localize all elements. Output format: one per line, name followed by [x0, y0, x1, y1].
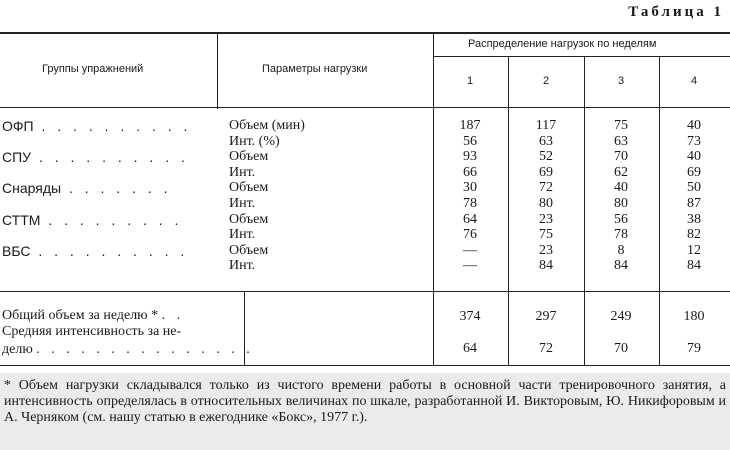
avg-intensity-label-1: Средняя интенсивность за не- — [2, 324, 182, 339]
table-cell: 78 — [463, 196, 477, 211]
col-divider-1-header — [217, 32, 218, 109]
group-label — [2, 180, 172, 196]
param-label: Инт. — [229, 165, 256, 180]
table-top-rule — [0, 32, 730, 34]
table-cell: 30 — [463, 180, 477, 195]
table-bottom-rule — [0, 365, 730, 366]
leader-dots: . . . . . . . . . . — [33, 118, 192, 134]
table-cell: 117 — [535, 118, 557, 133]
group-name: СПУ — [2, 149, 32, 165]
table-cell: 50 — [687, 180, 701, 195]
table-cell: 40 — [687, 118, 701, 133]
header-groups: Группы упражнений — [42, 63, 144, 75]
avg-intensity-text: делю — [2, 342, 33, 357]
week-header-3: 3 — [617, 75, 625, 87]
table-cell: 66 — [463, 165, 477, 180]
group-label — [2, 149, 189, 165]
table-cell: 8 — [617, 243, 625, 258]
table-cell: 72 — [539, 180, 553, 195]
group-name: Снаряды — [2, 180, 62, 196]
total-volume-cell: 374 — [459, 309, 481, 324]
total-volume-text: Общий объем за неделю * — [2, 308, 159, 323]
table-cell: 84 — [539, 258, 553, 273]
table-caption: Таблица 1 — [628, 4, 724, 20]
avg-intensity-cell: 72 — [539, 341, 553, 356]
table-cell: — — [463, 243, 477, 258]
group-label — [2, 118, 191, 134]
avg-intensity-cell: 79 — [687, 341, 701, 356]
param-label: Объем — [229, 243, 269, 258]
table-cell: 38 — [687, 212, 701, 227]
param-label: Объем — [229, 212, 269, 227]
table-cell: 187 — [459, 118, 481, 133]
header-params: Параметры нагрузки — [262, 63, 368, 75]
table-cell: 69 — [687, 165, 701, 180]
col-divider-3 — [508, 56, 509, 366]
group-name: ОФП — [2, 118, 34, 134]
avg-intensity-cell: 70 — [614, 341, 628, 356]
leader-dots: . . . . . . . . . . — [30, 243, 189, 259]
week-header-2: 2 — [542, 75, 550, 87]
table-cell: 62 — [614, 165, 628, 180]
total-volume-cell: 249 — [610, 309, 632, 324]
param-label: Инт. — [229, 227, 256, 242]
leader-dots: . . . . . . . . . . — [31, 149, 189, 165]
table-cell: 63 — [539, 134, 553, 149]
param-label: Объем — [229, 180, 269, 195]
param-label: Инт. — [229, 258, 256, 273]
table-cell: 70 — [614, 149, 628, 164]
table-cell: 56 — [463, 134, 477, 149]
week-header-4: 4 — [690, 75, 698, 87]
table-cell: 80 — [539, 196, 553, 211]
week-header-1: 1 — [466, 75, 474, 87]
table-cell: 93 — [463, 149, 477, 164]
table-cell: 78 — [614, 227, 628, 242]
group-name: ВБС — [2, 243, 31, 259]
table-cell: 75 — [539, 227, 553, 242]
table-cell: 76 — [463, 227, 477, 242]
table-cell: 73 — [687, 134, 701, 149]
table-cell: 63 — [614, 134, 628, 149]
table-cell: 87 — [687, 196, 701, 211]
table-cell: 40 — [614, 180, 628, 195]
table-cell: 84 — [614, 258, 628, 273]
table-cell: 40 — [687, 149, 701, 164]
body-bottom-rule — [0, 291, 730, 292]
total-volume-cell: 297 — [535, 309, 557, 324]
group-name: СТТМ — [2, 212, 41, 228]
table-cell: 82 — [687, 227, 701, 242]
avg-intensity-cell: 64 — [463, 341, 477, 356]
table-cell: 52 — [539, 149, 553, 164]
col-divider-4 — [584, 56, 585, 366]
table-cell: 56 — [614, 212, 628, 227]
header-bottom-rule — [0, 107, 730, 108]
param-label: Инт. (%) — [229, 134, 280, 149]
table-cell: 84 — [687, 258, 701, 273]
leader-dots: . . . . . . . — [61, 180, 172, 196]
footnote: * Объем нагрузки складывался только из чистого времени работы в основной части тренировочного занятия, а интенсивность определялась в относительных величинах по шкале, разработанной И. Викторовым, Ю. Никифоровым и А. Черняком (см. нашу статью в ежегоднике «Бокс», 1977 г.). — [4, 378, 726, 425]
table-cell: 75 — [614, 118, 628, 133]
weeks-subheader-rule — [433, 56, 730, 57]
total-volume-cell: 180 — [683, 309, 705, 324]
table-cell: — — [463, 258, 477, 273]
group-label — [2, 243, 188, 259]
col-divider-2 — [433, 32, 434, 366]
total-volume-label — [2, 308, 184, 324]
table-cell: 23 — [539, 212, 553, 227]
table-cell: 80 — [614, 196, 628, 211]
table-cell: 12 — [687, 243, 701, 258]
avg-intensity-label-2 — [2, 342, 254, 358]
param-label: Инт. — [229, 196, 256, 211]
leader-dots: . . . . . . . . . — [40, 212, 183, 228]
group-label — [2, 212, 182, 228]
param-label: Объем (мин) — [229, 118, 305, 133]
param-label: Объем — [229, 149, 269, 164]
table-cell: 23 — [539, 243, 553, 258]
leader-dots: . . . . . . . . . . . . . . . — [36, 342, 254, 357]
col-divider-5 — [659, 56, 660, 366]
table-cell: 64 — [463, 212, 477, 227]
table-cell: 69 — [539, 165, 553, 180]
leader-dots: . . — [161, 308, 185, 323]
header-distribution: Распределение нагрузок по неделям — [468, 38, 657, 50]
